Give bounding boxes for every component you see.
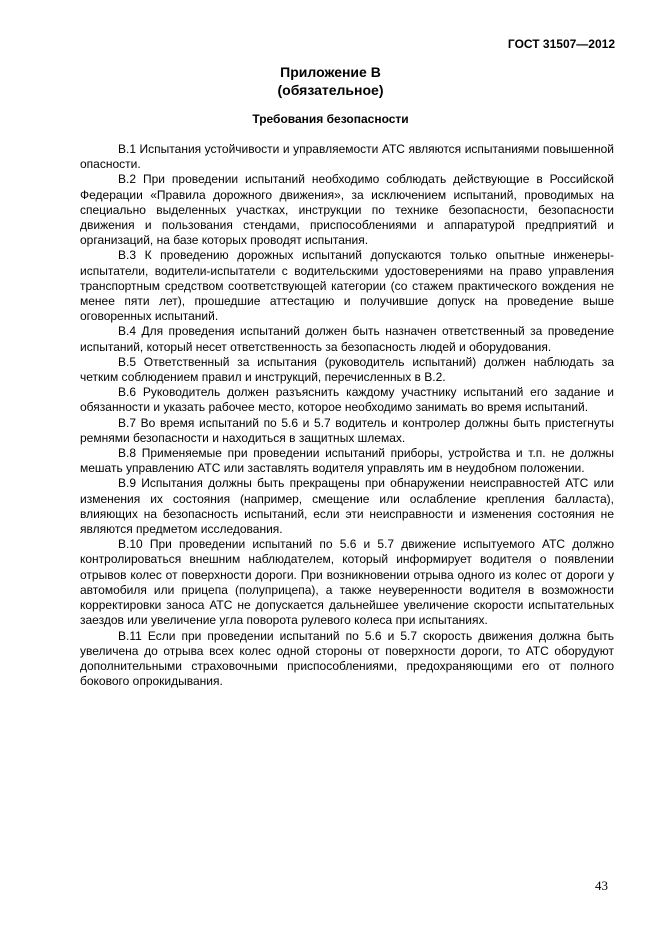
body-text xyxy=(80,142,614,689)
document-header-standard: ГОСТ 31507—2012 xyxy=(507,37,615,51)
paragraph-b7: В.7 Во время испытаний по 5.6 и 5.7 водитель и контролер должны быть пристегнуты ремнями безопасности и находиться в защитных шлемах. xyxy=(80,415,614,445)
paragraph-b9: В.9 Испытания должны быть прекращены при обнаружении неисправностей АТС или изменения их состояния (например, смещение или ослабление крепления балласта), влияющих на безопасность испытаний, если эти неисправности и изменения состояния не являются предметом исследования. xyxy=(80,476,614,537)
section-heading: Требования безопасности xyxy=(252,112,409,126)
appendix-title: Приложение В xyxy=(280,64,381,80)
page-number: 43 xyxy=(595,878,608,893)
paragraph-b8: В.8 Применяемые при проведении испытаний приборы, устройства и т.п. не должны мешать управлению АТС или заставлять водителя управлять им в неудобном положении. xyxy=(80,446,614,476)
paragraph-b4: В.4 Для проведения испытаний должен быть назначен ответственный за проведение испытаний, который несет ответственность за безопасность людей и оборудования. xyxy=(80,324,614,354)
paragraph-b2: В.2 При проведении испытаний необходимо соблюдать действующие в Российской Федерации «Правила дорожного движения», за исключением испытаний, проводимых на специально выделенных участках, инструкции по технике безопасности, безопасности движения и пользования стендами, приспособлениями и аппаратурой предприятий и организаций, на базе которых проводят испытания. xyxy=(80,172,614,248)
paragraph-b5: В.5 Ответственный за испытания (руководитель испытаний) должен наблюдать за четким соблюдением правил и инструкций, перечисленных в В.2. xyxy=(80,354,614,385)
paragraph-b10: В.10 При проведении испытаний по 5.6 и 5.7 движение испытуемого АТС должно контролироваться внешним наблюдателем, который информирует водителя о появлении отрывов колес от поверхности дороги. При возникновении отрыва одного из колес от дороги у автомобиля или прицепа (полуприцепа), а также неуверенности водителя в возможности корректировки заноса АТС не допускается дальнейшее увеличение скорости испытательных заездов или увеличение угла поворота рулевого колеса при испытаниях. xyxy=(80,537,614,628)
appendix-status: (обязательное) xyxy=(277,82,384,98)
paragraph-b11: В.11 Если при проведении испытаний по 5.6 и 5.7 скорость движения должна быть увеличена до отрыва всех колес одной стороны от поверхности дороги, то АТС оборудуют дополнительными страховочными приспособлениями, предохраняющими его от полного бокового опрокидывания. xyxy=(80,628,614,689)
paragraph-b3: В.3 К проведению дорожных испытаний допускаются только опытные инженеры-испытатели, водители-испытатели с водительскими удостоверениями на право управления транспортным средством соответствующей категории (со стажем практического вождения не менее пяти лет), прошедшие аттестацию и получившие допуск на проведение выше оговоренных испытаний. xyxy=(80,248,614,324)
paragraph-b1: В.1 Испытания устойчивости и управляемости АТС являются испытаниями повышенной опасности. xyxy=(80,142,614,172)
paragraph-b6: В.6 Руководитель должен разъяснить каждому участнику испытаний его задание и обязанности и указать рабочее место, которое необходимо занимать во время испытаний. xyxy=(80,385,614,415)
